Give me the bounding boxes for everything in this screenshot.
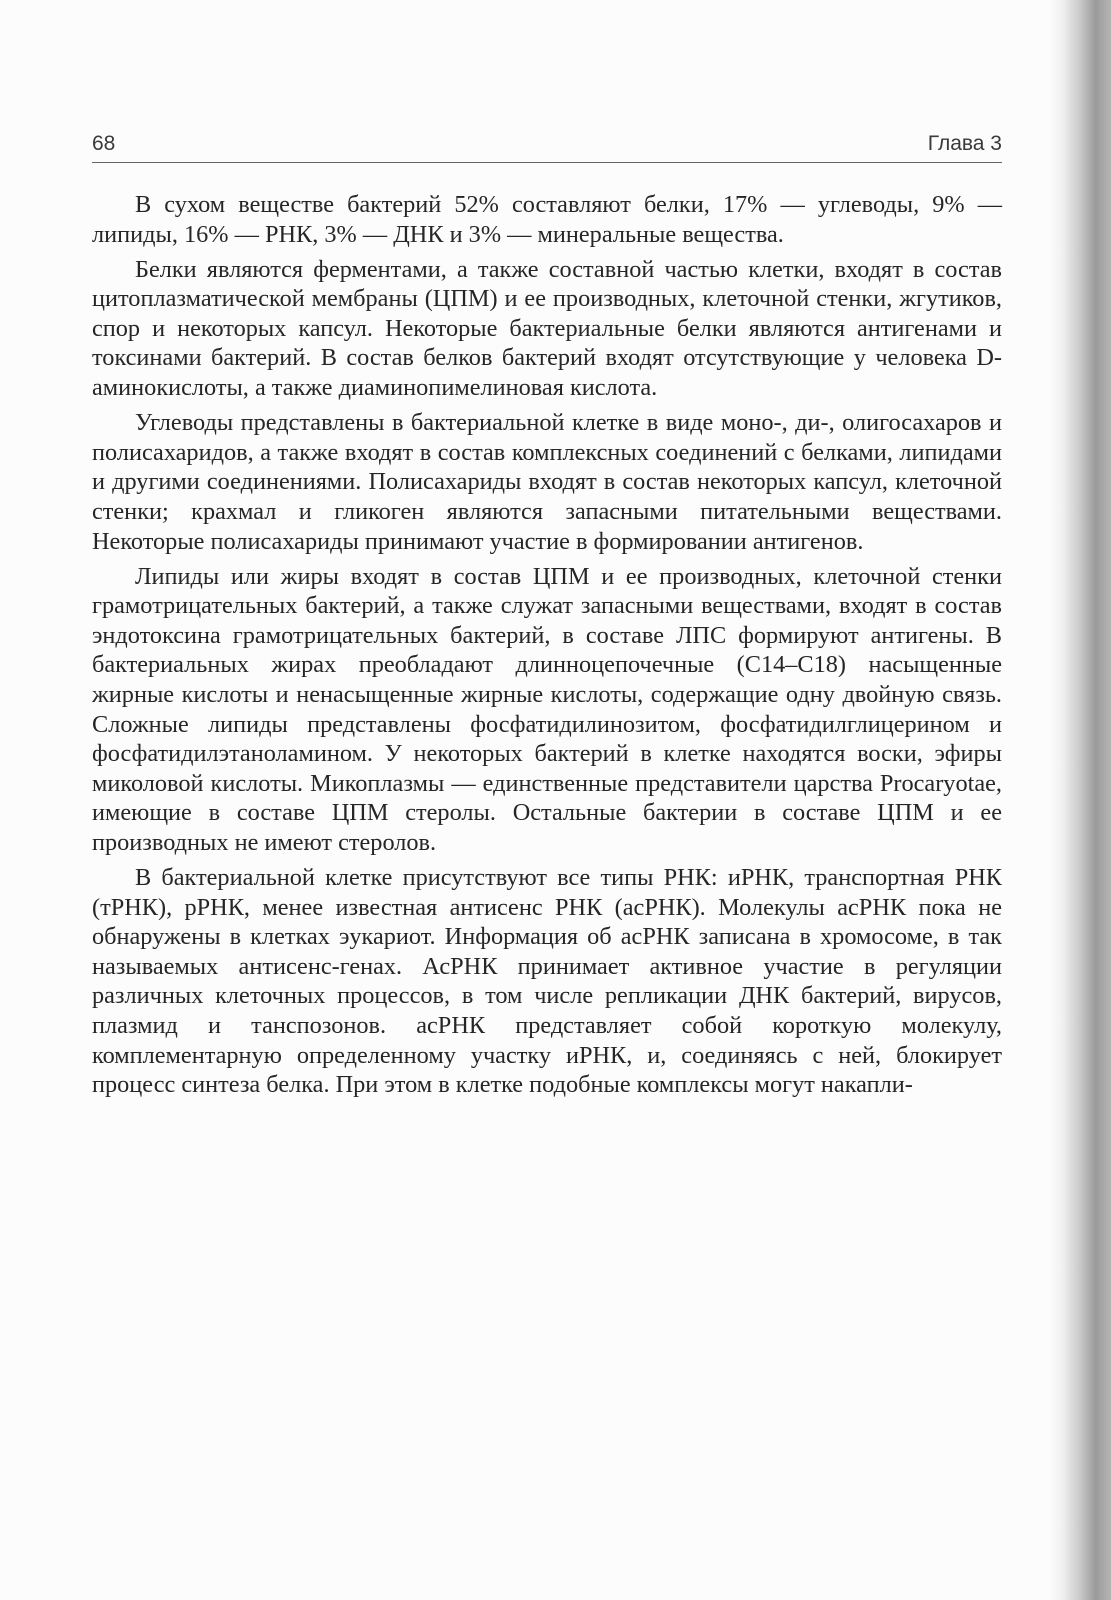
body-text [92,190,1002,1105]
paragraph-composition: В сухом веществе бактерий 52% составляют белки, 17% — углеводы, 9% — липиды, 16% — РНК, 3% — ДНК и 3% — минеральные вещества. [92,191,1002,248]
running-head [92,130,1002,163]
binding-shadow [1049,0,1111,1600]
paragraph-rna: В бактериальной клетке присутствуют все типы РНК: иРНК, транспортная РНК (тРНК), рРНК, менее известная антисенс РНК (асРНК). Молекулы асРНК пока не обнаружены в клетках эукариот. Информация об асРНК записана в хромосоме, в так называемых антисенс-генах. АсРНК принимает активное участие в регуляции различных клеточных процессов, в том числе репликации ДНК бактерий, вирусов, плазмид и танспозонов. асРНК представляет собой короткую молекулу, комплементарную определенному участку иРНК, и, соединяясь с ней, блокирует процесс синтеза белка. При этом в клетке подобные комплексы могут накапли- [92,864,1002,1099]
chapter-title: Глава 3 [927,132,1002,155]
paragraph-carbohydrates: Углеводы представлены в бактериальной клетке в виде моно-, ди-, олигосахаров и полисахаридов, а также входят в состав комплексных соединений с белками, липидами и другими соединениями. Полисахариды входят в состав некоторых капсул, клеточной стенки; крахмал и гликоген являются запасными питательными веществами. Некоторые полисахариды принимают участие в формировании антигенов. [92,409,1002,555]
paragraph-lipids: Липиды или жиры входят в состав ЦПМ и ее производных, клеточной стенки грамотрицательных бактерий, а также служат запасными веществами, входят в состав эндотоксина грамотрицательных бактерий, в составе ЛПС формируют антигены. В бактериальных жирах преобладают длинноцепочечные (С14–С18) насыщенные жирные кислоты и ненасыщенные жирные кислоты, содержащие одну двойную связь. Сложные липиды представлены фосфатидилинозитом, фосфатидилглицерином и фосфатидилэтаноламином. У некоторых бактерий в клетке находятся воски, эфиры миколовой кислоты. Микоплазмы — единственные представители царства Procaryotae, имеющие в составе ЦПМ стеролы. Остальные бактерии в составе ЦПМ и ее производных не имеют стеролов. [92,562,1002,856]
page-number: 68 [92,132,116,155]
paragraph-proteins: Белки являются ферментами, а также составной частью клетки, входят в состав цитоплазматической мембраны (ЦПМ) и ее производных, клеточной стенки, жгутиков, спор и некоторых капсул. Некоторые бактериальные белки являются антигенами и токсинами бактерий. В состав белков бактерий входят отсутствующие у человека D-аминокислоты, а также диаминопимелиновая кислота. [92,255,1002,402]
